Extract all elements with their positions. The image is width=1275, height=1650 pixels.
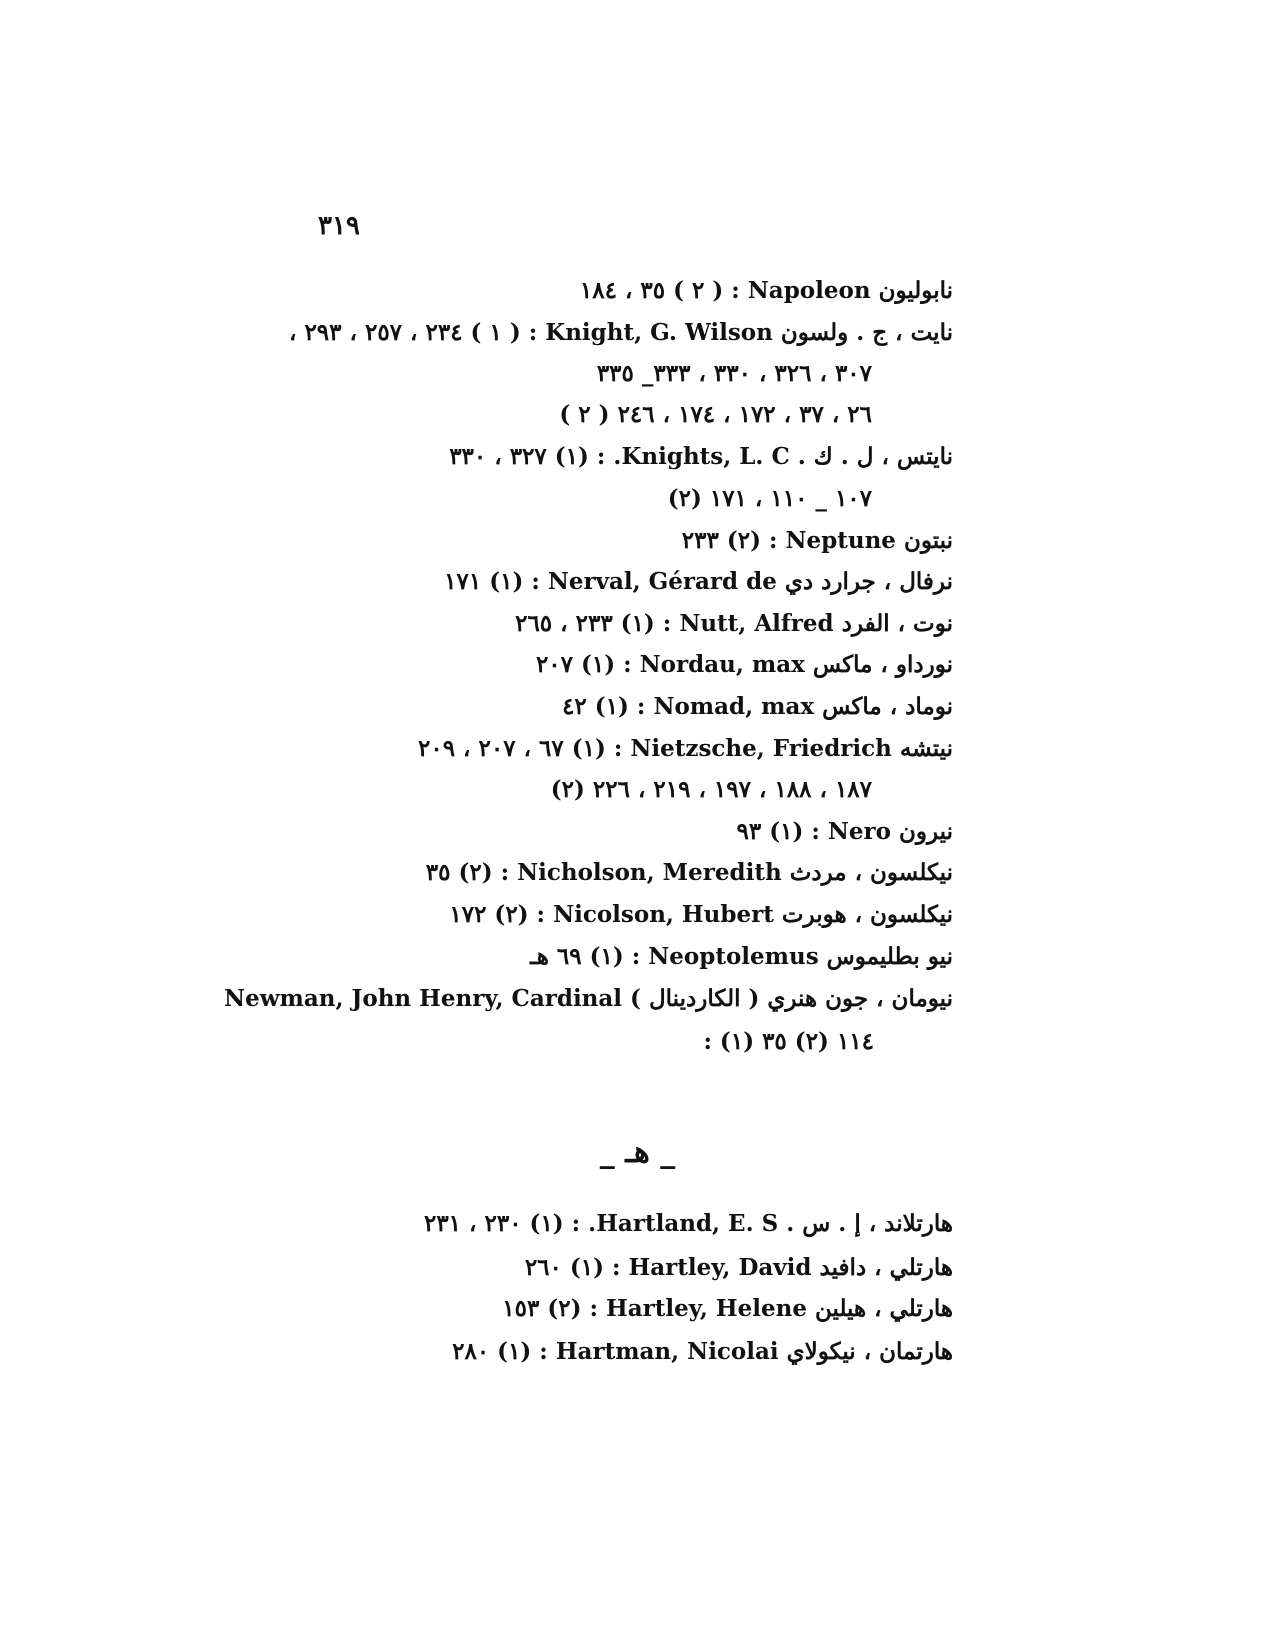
index-entry-nietzsche: نيتشه Nietzsche, Friedrich : (١) ٦٧ ، ٢٠٧ ، ٢٠٩	[417, 735, 953, 762]
index-entry-continuation: (٢) ١٨٧ ، ١٨٨ ، ١٩٧ ، ٢١٩ ، ٢٢٦	[550, 776, 872, 803]
index-entry-hartman: هارتمان ، نيكولاي Hartman, Nicolai : (١) ٢٨٠	[452, 1338, 953, 1365]
index-entry-nicholson: نيكلسون ، مردث Nicholson, Meredith : (٢) ٣٥	[425, 859, 953, 886]
index-entry-nordau: نورداو ، ماكس Nordau, max : (١) ٢٠٧	[535, 651, 953, 678]
index-entry-continuation: ( ٢ ) ٢٦ ، ٣٧ ، ١٧٢ ، ١٧٤ ، ٢٤٦	[559, 401, 872, 428]
page-number: ٣١٩	[318, 211, 360, 241]
index-entry-nerval: نرفال ، جرارد دي Nerval, Gérard de : (١) ١٧١	[444, 568, 953, 595]
index-entry-neptune: نبتون Neptune : (٢) ٢٣٣	[681, 527, 953, 554]
index-entry-hartley-helene: هارتلي ، هيلين Hartley, Helene : (٢) ١٥٣	[502, 1295, 953, 1322]
index-entry-continuation: : (١) ١١٤ (٢) ٣٥	[703, 1028, 874, 1055]
index-entry-nutt: نوت ، الفرد Nutt, Alfred : (١) ٢٣٣ ، ٢٦٥	[515, 610, 953, 637]
index-entry-knight: نايت ، ج . ولسون Knight, G. Wilson : ( ١ ) ٢٣٤ ، ٢٥٧ ، ٢٩٣ ،	[289, 319, 953, 346]
index-entry-hartland: هارتلاند ، إ . س . Hartland, E. S. : (١) ٢٣٠ ، ٢٣١	[423, 1210, 953, 1237]
index-entry-neoptolemus: نيو بطليموس Neoptolemus : (١) ٦٩ هـ	[530, 943, 953, 970]
index-entry-nero: نيرون Nero : (١) ٩٣	[736, 818, 953, 845]
index-entry-napoleon: نابوليون Napoleon : ( ٢ ) ٣٥ ، ١٨٤	[579, 277, 953, 304]
index-entry-continuation: ٣٠٧ ، ٣٢٦ ، ٣٣٠ ، ٣٣٣_ ٣٣٥	[596, 360, 872, 387]
index-entry-knights: نايتس ، ل . ك . Knights, L. C. : (١) ٣٢٧ ، ٣٣٠	[449, 443, 953, 470]
index-entry-nomad: نوماد ، ماكس Nomad, max : (١) ٤٢	[562, 693, 953, 720]
index-entry-nicolson: نيكلسون ، هوبرت Nicolson, Hubert : (٢) ١٧٢	[449, 901, 953, 928]
section-letter-heading: _ هـ _	[599, 1135, 676, 1170]
index-entry-hartley-david: هارتلي ، دافيد Hartley, David : (١) ٢٦٠	[524, 1254, 953, 1281]
index-entry-continuation: (٢) ١٠٧ _ ١١٠ ، ١٧١	[667, 485, 872, 512]
index-entry-newman: نيومان ، جون هنري ( الكاردينال ) Newman, John Henry, Cardinal	[224, 985, 953, 1012]
